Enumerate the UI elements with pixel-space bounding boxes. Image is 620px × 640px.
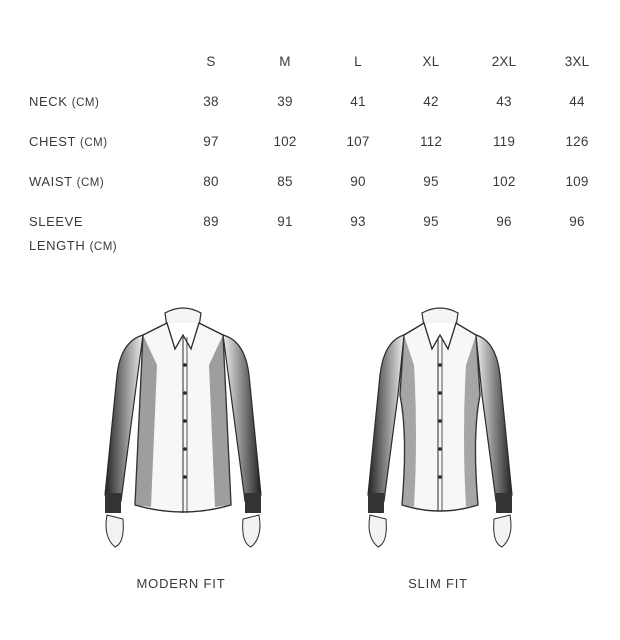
row-label-sleeve-length: SLEEVE LENGTH (CM) (29, 214, 118, 253)
slim-fit-panel (352, 305, 527, 555)
shirt-modern-fit-illustration-icon (95, 305, 270, 555)
table-cell: 96 (496, 214, 512, 229)
table-row-waist (0, 170, 620, 210)
table-cell: 38 (203, 94, 219, 109)
table-cell: 112 (419, 134, 443, 149)
table-cell: 95 (423, 214, 439, 229)
row-label-waist: WAIST (CM) (29, 174, 105, 189)
table-cell: 93 (350, 214, 366, 229)
table-cell: 44 (569, 94, 585, 109)
size-header-m: M (279, 54, 291, 69)
table-cell: 102 (273, 134, 297, 149)
table-cell: 89 (203, 214, 219, 229)
size-header-s: S (206, 54, 216, 69)
table-cell: 109 (565, 174, 589, 189)
table-cell: 126 (565, 134, 589, 149)
row-label-chest: CHEST (CM) (29, 134, 108, 149)
table-cell: 42 (423, 94, 439, 109)
table-cell: 90 (350, 174, 366, 189)
slim-fit-caption: SLIM FIT (408, 576, 468, 591)
size-header-3xl: 3XL (564, 54, 590, 69)
size-header-xl: XL (422, 54, 440, 69)
table-cell: 107 (346, 134, 370, 149)
size-header-2xl: 2XL (491, 54, 517, 69)
table-cell: 97 (203, 134, 219, 149)
table-cell: 95 (423, 174, 439, 189)
table-cell: 39 (277, 94, 293, 109)
table-cell: 85 (277, 174, 293, 189)
table-row-chest (0, 130, 620, 170)
table-cell: 102 (492, 174, 516, 189)
row-label-neck: NECK (CM) (29, 94, 100, 109)
table-row-neck (0, 90, 620, 130)
table-cell: 80 (203, 174, 219, 189)
table-cell: 41 (350, 94, 366, 109)
table-row-sleeve-length (0, 210, 620, 260)
table-cell: 96 (569, 214, 585, 229)
shirt-slim-fit-illustration-icon (352, 305, 527, 555)
table-cell: 91 (277, 214, 293, 229)
modern-fit-caption: MODERN FIT (136, 576, 226, 591)
table-cell: 119 (492, 134, 516, 149)
table-cell: 43 (496, 94, 512, 109)
size-header-l: L (354, 54, 362, 69)
modern-fit-panel (95, 305, 270, 555)
size-header-row (0, 50, 620, 90)
